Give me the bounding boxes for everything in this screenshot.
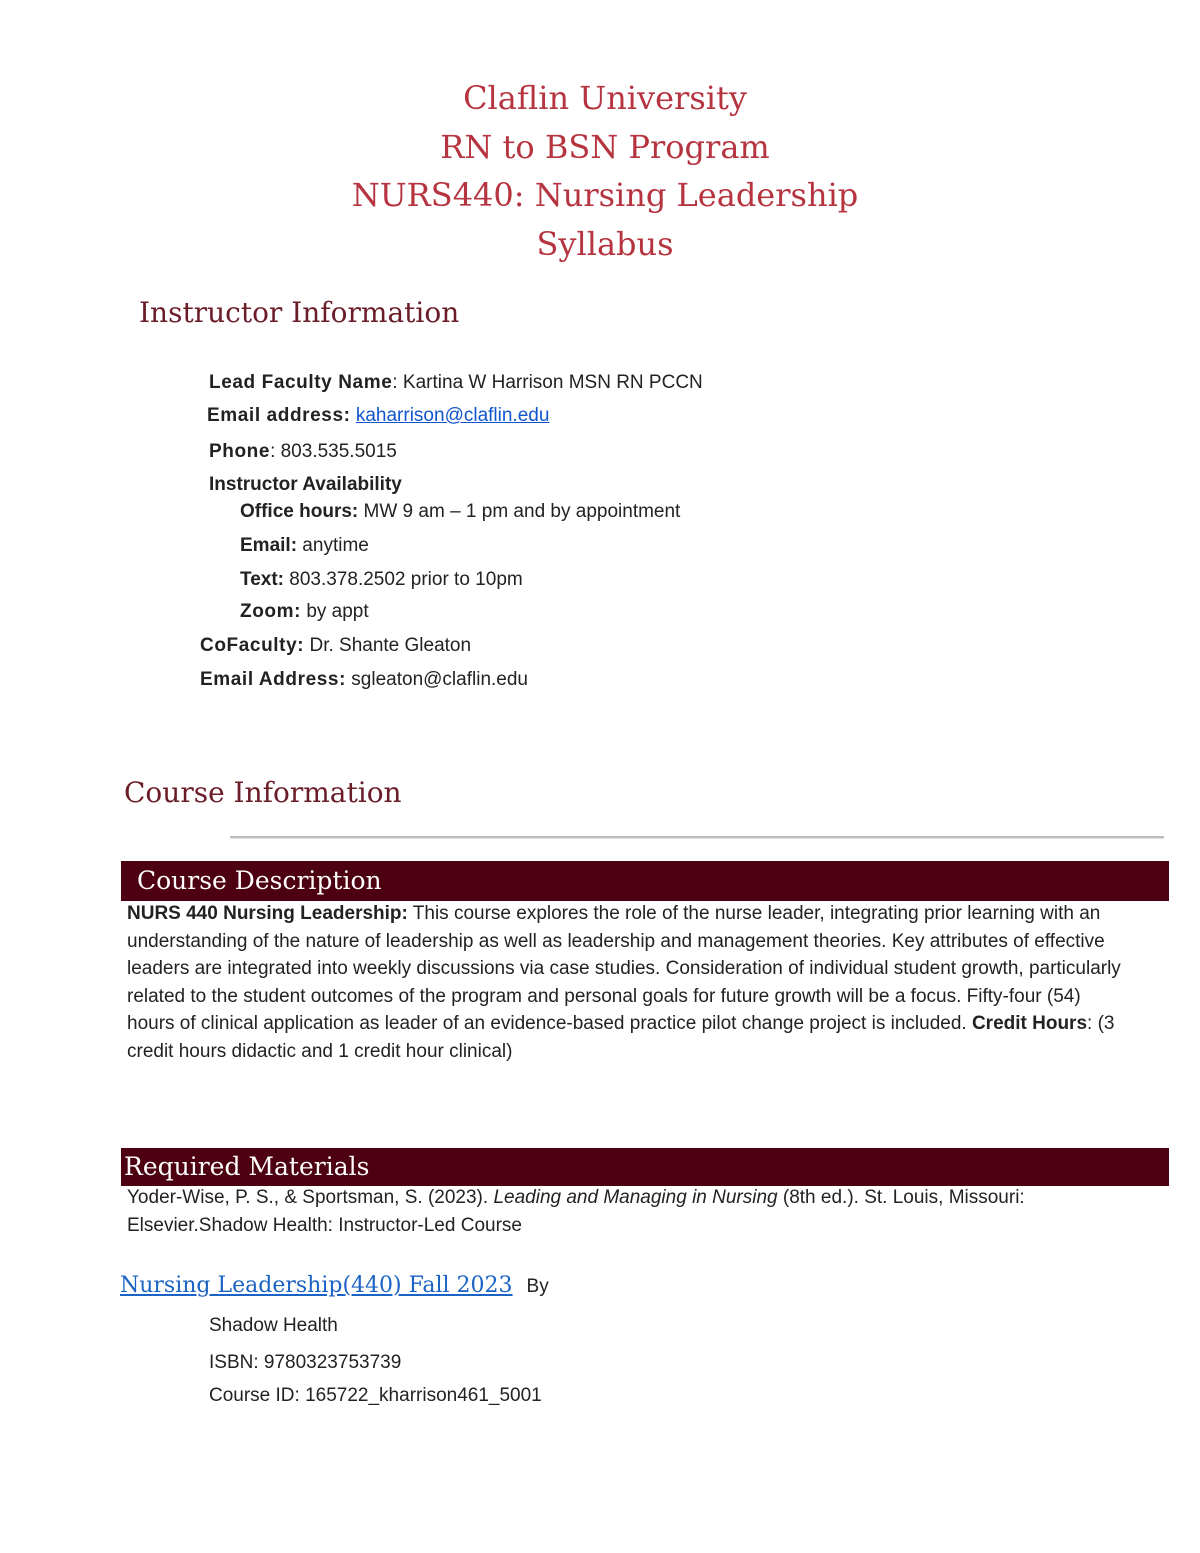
isbn: ISBN: 9780323753739 — [209, 1352, 402, 1373]
availability-row — [209, 474, 402, 496]
title-program: RN to BSN Program — [440, 127, 770, 166]
office-hours-row — [240, 501, 680, 523]
section-divider — [230, 836, 1164, 838]
office-hours-label: Office hours: — [240, 501, 359, 522]
email-link[interactable]: kaharrison@claflin.edu — [355, 405, 550, 426]
zoom-row — [240, 601, 369, 623]
email-label: Email address: — [207, 405, 351, 426]
required-materials-heading: Required Materials — [121, 1148, 1169, 1186]
title-syllabus: Syllabus — [536, 224, 674, 263]
text-row — [240, 569, 523, 591]
publisher: Shadow Health — [209, 1315, 338, 1336]
materials-citation-a: Yoder-Wise, P. S., & Sportsman, S. (2023). — [127, 1187, 494, 1208]
cofaculty-value: Dr. Shante Gleaton — [304, 635, 472, 656]
text-label: Text: — [240, 569, 284, 590]
credit-hours-label: Credit Hours — [971, 1013, 1088, 1035]
email-row — [207, 405, 549, 427]
course-id: Course ID: 165722_kharrison461_5001 — [209, 1385, 542, 1406]
by-label: By — [526, 1276, 549, 1297]
cofaculty-label: CoFaculty: — [200, 635, 305, 656]
course-link-row — [120, 1273, 549, 1298]
cofaculty-email-row — [200, 669, 528, 691]
lead-faculty-label: Lead Faculty Name — [209, 372, 393, 393]
phone-row — [209, 441, 397, 463]
course-description-text — [127, 900, 1127, 1066]
email-availability-label: Email: — [240, 535, 298, 556]
lead-faculty-value: : Kartina W Harrison MSN RN PCCN — [392, 372, 703, 393]
course-description-heading: Course Description — [121, 861, 1169, 901]
title-university: Claflin University — [463, 79, 747, 117]
credit-hours-value: : (3 credit hours didactic and 1 credit hour clinical) — [127, 1013, 1115, 1062]
materials-citation-b: (8th ed.). St. Louis, Missouri: Elsevier.Shadow Health: Instructor-Led Course — [127, 1187, 1025, 1236]
cofaculty-email-label: Email Address: — [200, 669, 347, 690]
phone-value: : 803.535.5015 — [270, 441, 397, 462]
text-value: 803.378.2502 prior to 10pm — [283, 569, 523, 590]
cofaculty-row — [200, 635, 471, 657]
zoom-value: by appt — [301, 601, 369, 622]
materials-book-title: Leading and Managing in Nursing — [493, 1187, 778, 1208]
course-name: NURS 440 Nursing Leadership: — [127, 903, 408, 924]
office-hours-value: MW 9 am – 1 pm and by appointment — [358, 501, 681, 522]
course-information-heading: Course Information — [124, 776, 402, 809]
required-materials-text — [127, 1184, 1087, 1239]
document-title — [0, 74, 1200, 268]
cofaculty-email-value: sgleaton@claflin.edu — [346, 669, 528, 690]
course-description-body: This course explores the role of the nurse leader, integrating prior learning with an understanding of the nature of leadership as well as leadership and management theories. Key attributes of effective leaders are integrated into weekly discussions via case studies. Consideration of individual student growth, particularly related to the student outcomes of the program and personal goals for future growth will be a focus. Fifty-four (54) hours of clinical application as leader of an evidence-based practice pilot change project is included. — [127, 903, 1121, 1035]
email-availability-row — [240, 535, 369, 557]
lead-faculty-row — [209, 372, 703, 394]
course-link[interactable]: Nursing Leadership(440) Fall 2023 — [120, 1273, 513, 1298]
title-course: NURS440: Nursing Leadership — [351, 176, 859, 214]
email-availability-value: anytime — [297, 535, 369, 556]
phone-label: Phone — [209, 441, 271, 462]
instructor-information-heading: Instructor Information — [139, 296, 460, 329]
availability-label: Instructor Availability — [209, 474, 402, 495]
zoom-label: Zoom: — [240, 601, 302, 622]
